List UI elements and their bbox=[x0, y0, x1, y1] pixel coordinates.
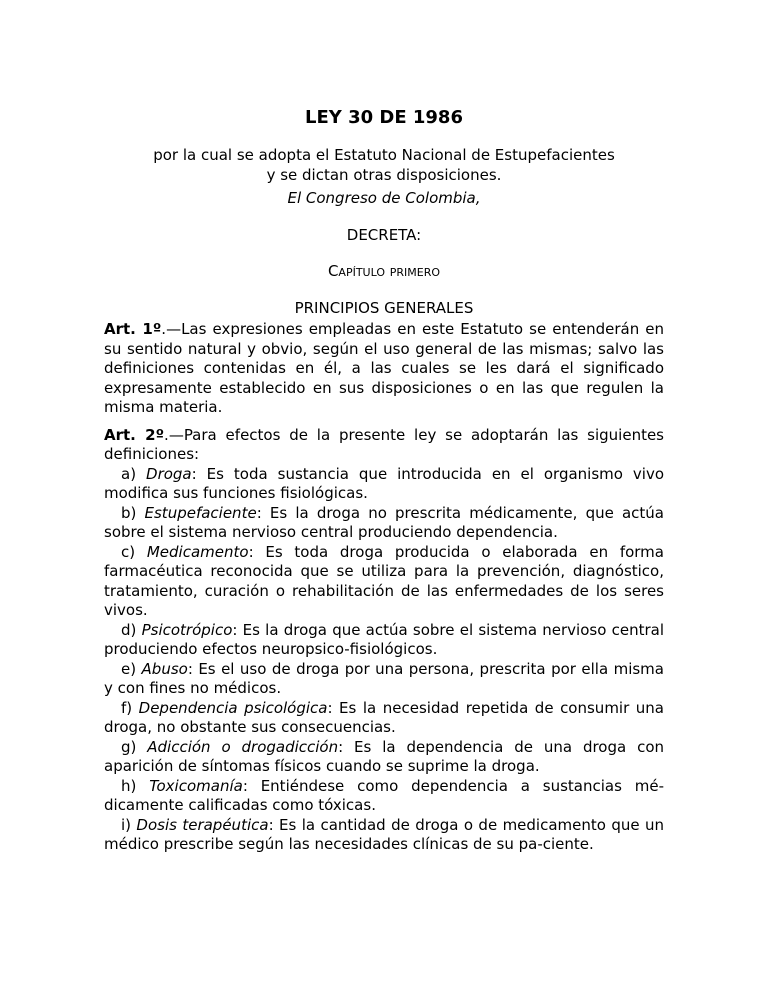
definition-letter: h) bbox=[121, 776, 150, 795]
definition-letter: e) bbox=[121, 659, 142, 678]
definition-item bbox=[104, 504, 664, 543]
definition-term: Dependencia psicológica bbox=[138, 698, 328, 717]
definition-text: : Es la dependencia de una droga con aparición de síntomas físicos cuando se suprime la droga. bbox=[104, 737, 665, 775]
subtitle bbox=[104, 146, 664, 185]
definition-letter: f) bbox=[121, 698, 139, 717]
definition-term: Toxicomanía bbox=[149, 776, 243, 795]
definition-text: : Es la cantidad de droga o de medicamento que un médico prescribe según las necesidades clínicas de su pa-ciente. bbox=[104, 815, 664, 853]
definition-text: : Es el uso de droga por una persona, prescrita por ella misma y con fines no médicos. bbox=[104, 659, 664, 697]
article-2 bbox=[104, 426, 664, 465]
definition-term: Adicción o drogadicción bbox=[147, 737, 339, 756]
enacting-body: El Congreso de Colombia, bbox=[287, 189, 481, 207]
definition-item bbox=[104, 621, 664, 660]
definition-text: : Es la droga que actúa sobre el sistema nervioso central produciendo efectos neuropsico-fisiológicos. bbox=[104, 620, 664, 658]
definition-term: Estupefaciente bbox=[144, 503, 257, 522]
chapter-title: PRINCIPIOS GENERALES bbox=[294, 298, 474, 317]
definition-text: : Es la droga no prescrita médicamente, que actúa sobre el sistema nervioso central produciendo dependencia. bbox=[104, 503, 664, 541]
definition-term: Abuso bbox=[141, 659, 188, 678]
definition-item bbox=[104, 543, 664, 621]
definition-item bbox=[104, 660, 664, 699]
definition-text: : Entiéndese como dependencia a sustancias mé-dicamente calificadas como tóxicas. bbox=[104, 776, 664, 814]
article-label: Art. 1º bbox=[104, 320, 162, 338]
definition-item bbox=[104, 816, 664, 855]
definition-text: : Es la necesidad repetida de consumir una droga, no obstante sus consecuencias. bbox=[104, 698, 664, 736]
definition-term: Psicotrópico bbox=[141, 620, 233, 639]
definition-item bbox=[104, 777, 664, 816]
definition-letter: i) bbox=[121, 815, 137, 834]
definition-letter: a) bbox=[121, 464, 147, 483]
definition-item bbox=[104, 465, 664, 504]
article-1 bbox=[104, 320, 664, 418]
document-page bbox=[104, 106, 664, 855]
definition-letter: g) bbox=[121, 737, 148, 756]
article-text: .—Para efectos de la presente ley se adoptarán las siguientes definiciones: bbox=[104, 425, 664, 463]
definition-item bbox=[104, 699, 664, 738]
definition-letter: d) bbox=[121, 620, 142, 639]
article-label: Art. 2º bbox=[104, 425, 165, 444]
definition-letter: c) bbox=[121, 542, 147, 561]
law-title: LEY 30 DE 1986 bbox=[305, 107, 463, 128]
definition-text: : Es toda droga producida o elaborada en forma farmacéutica reconocida que se utiliza para la prevención, diagnóstico, tratamiento, curación o rehabilitación de las enfermedades de los seres vivos. bbox=[104, 542, 664, 619]
definitions-list bbox=[104, 465, 664, 855]
decreta-heading: DECRETA: bbox=[346, 225, 422, 244]
definition-term: Droga bbox=[146, 464, 192, 483]
definition-term: Dosis terapéutica bbox=[136, 815, 269, 834]
subtitle-line: y se dictan otras disposiciones. bbox=[266, 165, 502, 184]
definition-term: Medicamento bbox=[146, 542, 249, 561]
definition-item bbox=[104, 738, 664, 777]
subtitle-line: por la cual se adopta el Estatuto Nacional de Estupefacientes bbox=[153, 146, 615, 164]
article-text: .—Las expresiones empleadas en este Estatuto se entenderán en su sentido natural y obvio, según el uso general de las mismas; salvo las definiciones contenidas en él, a las cuales se les dará el significado expresamente establecido en sus disposiciones o en las que regulen la misma materia. bbox=[104, 320, 664, 416]
definition-letter: b) bbox=[121, 503, 145, 522]
definition-text: : Es toda sustancia que introducida en el organismo vivo modifica sus funciones fisiológicas. bbox=[104, 464, 665, 502]
chapter-heading: Capítulo primero bbox=[327, 262, 441, 280]
